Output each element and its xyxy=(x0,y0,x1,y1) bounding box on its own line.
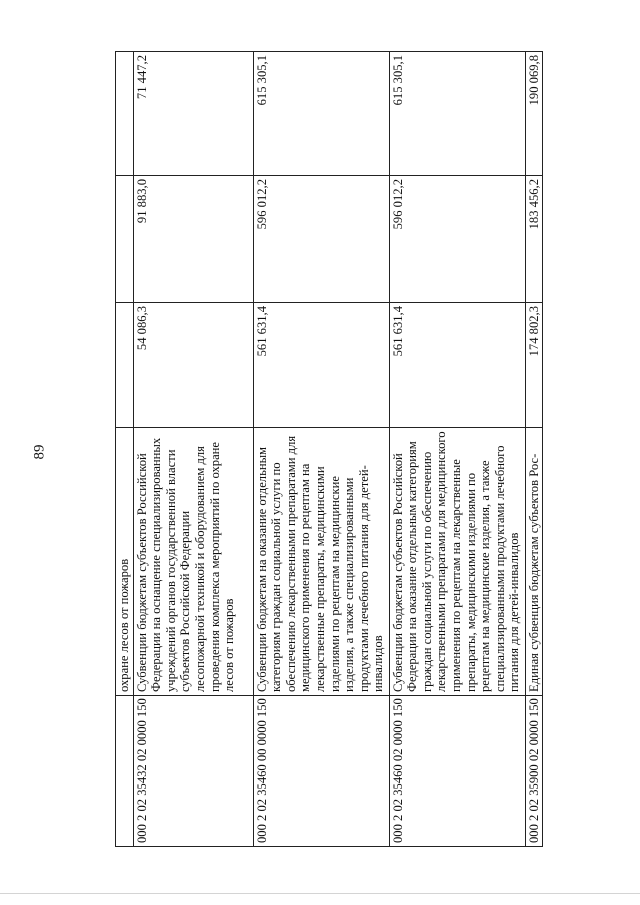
amount-cell: 615 305,1 xyxy=(253,52,389,176)
amount-cell: 190 069,8 xyxy=(525,52,543,176)
amount-cell: 596 012,2 xyxy=(253,176,389,303)
amount-cell: 183 456,2 xyxy=(525,176,543,303)
table-row xyxy=(133,52,253,847)
description-cell: Субвенции бюджетам субъектов Российской Федерации на оснащение специализированных учреждений органов государственной власти субъектов Российской Федерации лесопожарной техникой и оборудованием для проведения комплекса мероприятий по охране лесов от пожаров xyxy=(133,428,253,696)
amount-cell: 596 012,2 xyxy=(389,176,525,303)
amount-cell: 561 631,4 xyxy=(389,303,525,428)
budget-code-cell: 000 2 02 35900 02 0000 150 xyxy=(525,696,543,847)
description-cell: Субвенции бюджетам на оказание отдельным категориям граждан социальной услуги по обеспечению лекарственными препаратами для медицинского применения по рецептам на лекарственные препараты, медицинскими изделиями по рецептам на медицинские изделия, а также специализированными продуктами лечебного питания для детей-инвалидов xyxy=(253,428,389,696)
amount-cell: 615 305,1 xyxy=(389,52,525,176)
page-bottom-divider xyxy=(0,893,640,894)
page-number: 89 xyxy=(31,444,48,460)
amount-cell xyxy=(116,303,134,428)
budget-code-cell xyxy=(116,696,134,847)
budget-code-cell: 000 2 02 35460 02 0000 150 xyxy=(389,696,525,847)
amount-cell: 91 883,0 xyxy=(133,176,253,303)
amount-cell xyxy=(116,176,134,303)
amount-cell: 54 086,3 xyxy=(133,303,253,428)
amount-cell xyxy=(116,52,134,176)
budget-table xyxy=(115,51,543,847)
budget-code-cell: 000 2 02 35432 02 0000 150 xyxy=(133,696,253,847)
table-row xyxy=(116,52,134,847)
description-cell: охране лесов от пожаров xyxy=(116,428,134,696)
rotated-document-area xyxy=(115,52,597,847)
amount-cell: 174 802,3 xyxy=(525,303,543,428)
description-cell: Единая субвенция бюджетам субъектов Рос- xyxy=(525,428,543,696)
table-row xyxy=(389,52,525,847)
table-row xyxy=(525,52,543,847)
description-cell: Субвенции бюджетам субъектов Российской Федерации на оказание отдельным категориям граждан социальной услуги по обеспечению лекарственными препаратами для медицинского применения по рецептам на лекарственные препараты, медицинскими изделиями по рецептам на медицинские изделия, а также специализированными продуктами лечебного питания для детей-инвалидов xyxy=(389,428,525,696)
amount-cell: 561 631,4 xyxy=(253,303,389,428)
amount-cell: 71 447,2 xyxy=(133,52,253,176)
budget-code-cell: 000 2 02 35460 00 0000 150 xyxy=(253,696,389,847)
table-row xyxy=(253,52,389,847)
